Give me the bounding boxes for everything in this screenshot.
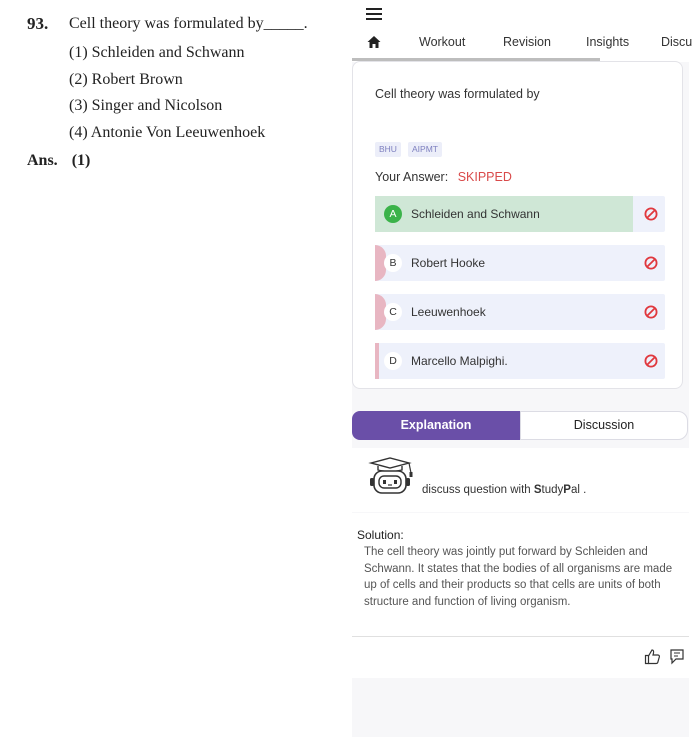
home-icon[interactable] [366,34,382,50]
option-c[interactable] [375,294,665,330]
solution-title: Solution: [357,528,404,542]
studypal-p: P [563,484,571,496]
answer-value: (1) [71,152,91,169]
option-text: Schleiden and Schwann [411,207,540,221]
top-bar [352,0,692,62]
nav-discussion[interactable]: Discu [661,35,692,49]
solution-section [352,513,689,623]
studypal-prefix: discuss question with [422,484,534,496]
studypal-section [352,448,689,512]
ban-icon [644,305,658,319]
option-letter: C [384,303,402,321]
your-answer-label: Your Answer: [375,170,449,184]
ban-icon [644,256,658,270]
book-option-2: (2) Robert Brown [69,71,183,88]
ban-icon [644,354,658,368]
comment-icon[interactable] [668,648,685,665]
question-number: 93. [27,14,49,33]
studypal-s: S [533,484,542,496]
studypal-al: al [570,484,580,496]
option-letter: D [384,352,402,370]
option-marker [375,343,379,379]
studypal-suffix: . [579,484,587,496]
book-option-1: (1) Schleiden and Schwann [69,44,245,61]
your-answer-value: SKIPPED [457,170,512,184]
menu-icon[interactable] [366,8,382,22]
option-d[interactable] [375,343,665,379]
thumbs-up-icon[interactable] [644,648,661,665]
question-text: Cell theory was formulated by_____. [69,15,308,32]
answer-label: Ans. [27,152,58,169]
nav-revision[interactable]: Revision [503,35,551,49]
tag-aipmt: AIPMT [408,142,442,157]
tab-explanation[interactable]: Explanation [352,411,520,440]
explanation-tabs [352,411,689,440]
app-panel [352,0,692,737]
question-card [352,61,683,389]
nav-insights[interactable]: Insights [586,35,630,49]
feedback-bar [352,622,689,678]
tag-bhu: BHU [375,142,401,157]
book-option-4: (4) Antonie Von Leeuwenhoek [69,124,266,141]
option-letter: B [384,254,402,272]
solution-body: The cell theory was jointly put forward by Schleiden and Schwann. It states that the bodies of all organisms are made up of cells and their products so that cells are units of both structure and function of living organism. [364,546,673,608]
studypal-robot-icon[interactable] [368,457,416,497]
your-answer [375,170,512,184]
option-a[interactable] [375,196,665,232]
footer-divider [352,636,689,637]
option-text: Leeuwenhoek [411,305,486,319]
option-letter: A [384,205,402,223]
option-text: Robert Hooke [411,256,486,270]
book-option-3: (3) Singer and Nicolson [69,97,223,114]
studypal-tudy: tudy [541,484,564,496]
answer-line [27,152,90,170]
option-text: Marcello Malpighi. [411,354,508,368]
question-text: Cell theory was formulated by [375,87,540,101]
ban-icon [644,207,658,221]
studypal-link[interactable] [422,484,586,496]
nav-workout[interactable]: Workout [419,35,466,49]
option-b[interactable] [375,245,665,281]
tab-discussion[interactable]: Discussion [520,411,688,440]
